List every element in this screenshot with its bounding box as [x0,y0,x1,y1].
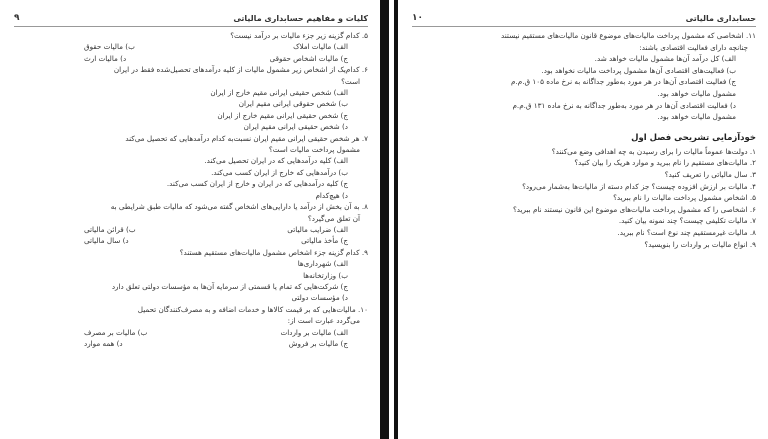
exercise-item: ۱. دولت‌ها عموماً مالیات را برای رسیدن به چه اهدافی وضع می‌کنند؟ [551,146,756,156]
option-text: ج) مأخذ مالیاتی [301,236,348,246]
exercise-item: ۵. اشخاص مشمول پرداخت مالیات را نام ببرید؟ [613,193,756,203]
exercise-item: ۸. مالیات غیرمستقیم چند نوع است؟ نام ببرید. [617,227,756,237]
exercise-item: ۷. مالیات تکلیفی چیست؟ چند نمونه بیان کنید. [618,216,756,226]
option-text: الف) مالیات املاک [293,42,348,52]
option-text: ج) شخص حقیقی ایرانی مقیم خارج از ایران [217,110,348,120]
question-text: آن تعلق می‌گیرد؟ [307,213,360,223]
option-text: د) مالیات ارث [84,53,127,63]
right-page-number: ۱۰ [412,13,423,23]
exercise-item: ۹. انواع مالیات بر واردات را بنویسید؟ [644,239,756,249]
question-text: مشمول پرداخت مالیات است؟ [268,145,360,155]
question-text: ۵. کدام گزینه زیر جزء مالیات بر درآمد نیست؟ [230,31,368,40]
exercise-list [412,146,756,250]
left-page-number: ۹ [14,13,20,23]
option-text: ب) فعالیت‌های اقتصادی آن‌ها مشمول پرداخت مالیات نخواهد بود. [541,65,736,75]
option-text: ب) شخص حقوقی ایرانی مقیم ایران [238,99,348,109]
option-text: د) فعالیت اقتصادی آن‌ها در هر مورد به‌طور جداگانه به نرخ ماده ۱۳۱ ق.م.م [512,100,736,110]
page-divider-thin [394,0,398,439]
option-text: ب) قرائن مالیاتی [84,224,136,234]
option-text: مشمول مالیات خواهد بود. [657,88,736,98]
option-text: ج) کلیه درآمدهایی که در ایران و خارج از ایران کسب می‌کند. [166,179,348,189]
option-text: الف) کلیه درآمدهایی که در ایران تحصیل می‌کند. [204,156,348,166]
option-row [14,41,368,52]
exercise-item: ۴. مالیات بر ارزش افزوده چیست؟ جز کدام دسته از مالیات‌ها به‌شمار می‌رود؟ [522,181,756,191]
section-title: خودآزمایی تشریحی فصل اول [631,132,756,143]
right-running-title: حسابداری مالیاتی [685,13,756,23]
option-row [14,224,368,235]
question-text: است؟ [341,76,360,86]
right-page-header [412,10,756,27]
option-text: د) شخص حقیقی ایرانی مقیم ایران [243,122,348,132]
question-text: ۹. کدام گزینه جزء اشخاص مشمول مالیات‌های مستقیم هستند؟ [179,247,368,257]
left-page-body [14,30,368,349]
right-page-body [412,30,756,123]
left-book-page [0,0,380,439]
exercise-item: ۳. سال مالیاتی را تعریف کنید؟ [664,169,756,179]
option-row [14,53,368,64]
question-text: ۱۰. مالیات‌هایی که بر قیمت کالاها و خدمات اضافه و به مصرف‌کنندگان تحمیل [137,304,368,314]
option-text: د) سال مالیاتی [84,236,129,246]
option-row [14,235,368,246]
option-text: الف) شخص حقیقی ایرانی مقیم خارج از ایران [210,88,348,98]
question-text: ۷. هر شخص حقیقی ایرانی مقیم ایران نسبت‌به کدام درآمدهایی که تحصیل می‌کند [125,133,368,143]
page-divider-thick [380,0,389,439]
option-text: د) همه موارد [84,338,123,348]
option-text: د) مؤسسات دولتی [291,293,348,303]
question-text: ۱۱. اشخاصی که مشمول پرداخت مالیات‌های موضوع قانون مالیات‌های مستقیم نیستند [500,31,756,40]
question-text: چنانچه دارای فعالیت اقتصادی باشند: [639,42,748,52]
option-text: ب) درآمدهایی که خارج از ایران کسب می‌کند. [211,167,348,177]
option-text: الف) کل درآمد آن‌ها مشمول مالیات خواهد شد. [594,54,736,64]
option-text: مشمول مالیات خواهد بود. [657,112,736,122]
option-text: الف) مالیات بر واردات [280,327,348,337]
option-text: ب) وزارتخانه‌ها [303,270,348,280]
option-text: د) هیچ‌کدام [315,190,348,200]
option-row [14,327,368,338]
left-running-title: کلیات و مفاهیم حسابداری مالیاتی [233,13,368,23]
option-text: ج) مالیات اشخاص حقوقی [269,53,348,63]
question-text: ۸. به آن بخش از درآمد یا دارایی‌های اشخاص گفته می‌شود که مالیات طبق شرایطی به [110,202,368,212]
option-text: ج) شرکت‌هایی که تمام یا قسمتی از سرمایه آن‌ها به مؤسسات دولتی تعلق دارد [111,281,348,291]
option-text: ب) مالیات بر مصرف [84,327,148,337]
question-text: ۶. کدام‌یک از اشخاص زیر مشمول مالیات از کلیه درآمدهای تحصیل‌شده فقط در ایران [113,65,368,75]
right-book-page [402,0,768,439]
option-text: ب) مالیات حقوق [84,42,135,52]
option-text: ج) فعالیت اقتصادی آن‌ها در هر مورد به‌طور جداگانه به نرخ ماده ۱۰۵ ق.م.م [511,77,736,87]
exercise-item: ۶. اشخاصی را که مشمول پرداخت مالیات‌های موضوع این قانون نیستند نام ببرید؟ [512,204,756,214]
question-text: می‌گردد عبارت است از: [287,316,360,326]
option-text: الف) شهرداری‌ها [297,259,348,269]
option-text: الف) ضرایب مالیاتی [287,224,348,234]
exercise-item: ۲. مالیات‌های مستقیم را نام ببرید و موارد هریک را بیان کنید؟ [574,158,756,168]
option-text: ج) مالیات بر فروش [288,338,348,348]
left-page-header [14,10,368,27]
option-row [14,338,368,349]
